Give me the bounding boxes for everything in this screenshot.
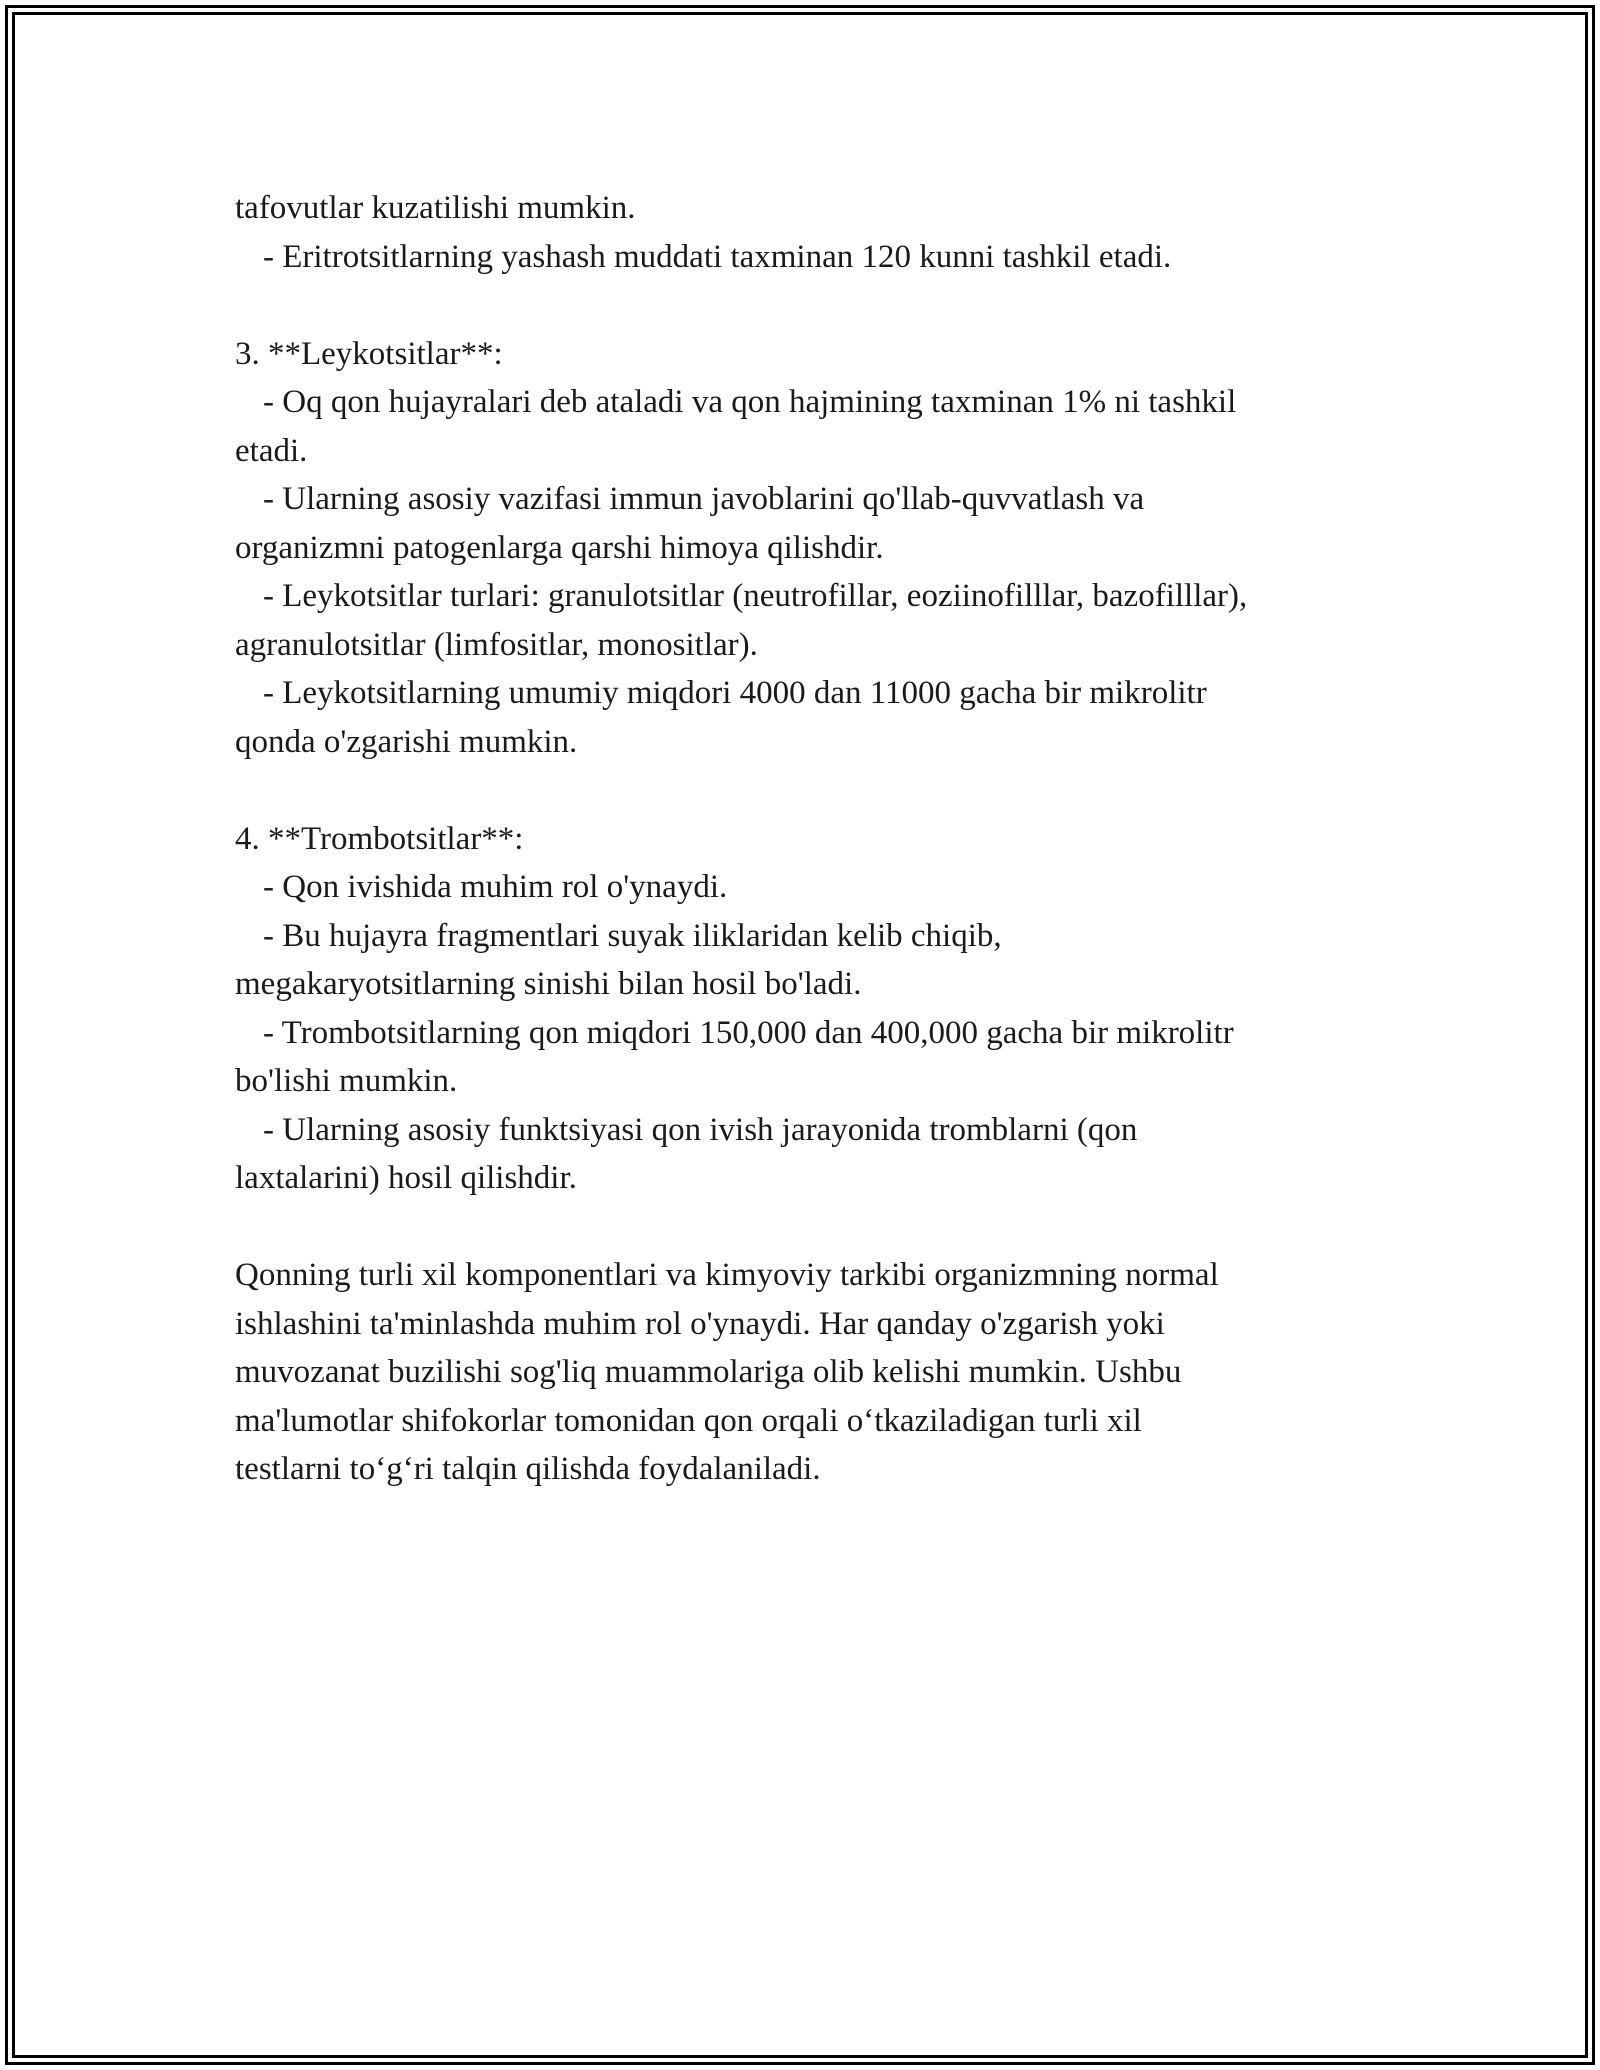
bullet-item: - Leykotsitlar turlari: granulotsitlar (neutrofillar, eoziinofilllar, bazofilllar), — [263, 578, 1248, 614]
text-line: bo'lishi mumkin. — [235, 1063, 458, 1099]
bullet-item: - Leykotsitlarning umumiy miqdori 4000 dan 11000 gacha bir mikrolitr — [263, 675, 1207, 711]
bullet-item: - Eritrotsitlarning yashash muddati taxminan 120 kunni tashkil etadi. — [263, 238, 1172, 275]
paragraph-line: ishlashini ta'minlashda muhim rol o'ynaydi. Har qanday o'zgarish yoki — [235, 1305, 1165, 1342]
bullet-item: - Ularning asosiy funktsiyasi qon ivish jarayonida tromblarni (qon — [263, 1111, 1138, 1148]
paragraph-line: muvozanat buzilishi sog'liq muammolariga olib kelishi mumkin. Ushbu — [235, 1354, 1182, 1390]
paragraph-line: testlarni to‘g‘ri talqin qilishda foydalaniladi. — [235, 1451, 821, 1487]
text-line: qonda o'zgarishi mumkin. — [235, 723, 578, 760]
text-line: laxtalarini) hosil qilishdir. — [235, 1160, 577, 1196]
blank-line — [235, 281, 1375, 330]
text-line: megakaryotsitlarning sinishi bilan hosil bo'ladi. — [235, 966, 862, 1002]
text-line: organizmni patogenlarga qarshi himoya qilishdir. — [235, 529, 884, 566]
paragraph-line: Qonning turli xil komponentlari va kimyoviy tarkibi organizmning normal — [235, 1257, 1219, 1293]
text-line: agranulotsitlar (limfositlar, monositlar). — [235, 626, 758, 663]
bullet-item: - Ularning asosiy vazifasi immun javoblarini qo'llab-quvvatlash va — [263, 481, 1145, 517]
bullet-item: - Qon ivishida muhim rol o'ynaydi. — [263, 869, 728, 905]
section-heading-trombotsitlar: 4. **Trombotsitlar**: — [235, 820, 524, 857]
document-body — [235, 184, 1375, 1494]
text-line: etadi. — [235, 432, 308, 469]
paragraph-line: ma'lumotlar shifokorlar tomonidan qon orqali o‘tkaziladigan turli xil — [235, 1402, 1142, 1439]
blank-line — [235, 766, 1375, 815]
text-line: tafovutlar kuzatilishi mumkin. — [235, 190, 636, 226]
blank-line — [235, 1203, 1375, 1252]
section-heading-leykotsitlar: 3. **Leykotsitlar**: — [235, 335, 503, 372]
bullet-item: - Oq qon hujayralari deb ataladi va qon hajmining taxminan 1% ni tashkil — [263, 384, 1237, 420]
bullet-item: - Trombotsitlarning qon miqdori 150,000 dan 400,000 gacha bir mikrolitr — [263, 1014, 1234, 1051]
bullet-item: - Bu hujayra fragmentlari suyak iliklaridan kelib chiqib, — [263, 917, 1002, 954]
